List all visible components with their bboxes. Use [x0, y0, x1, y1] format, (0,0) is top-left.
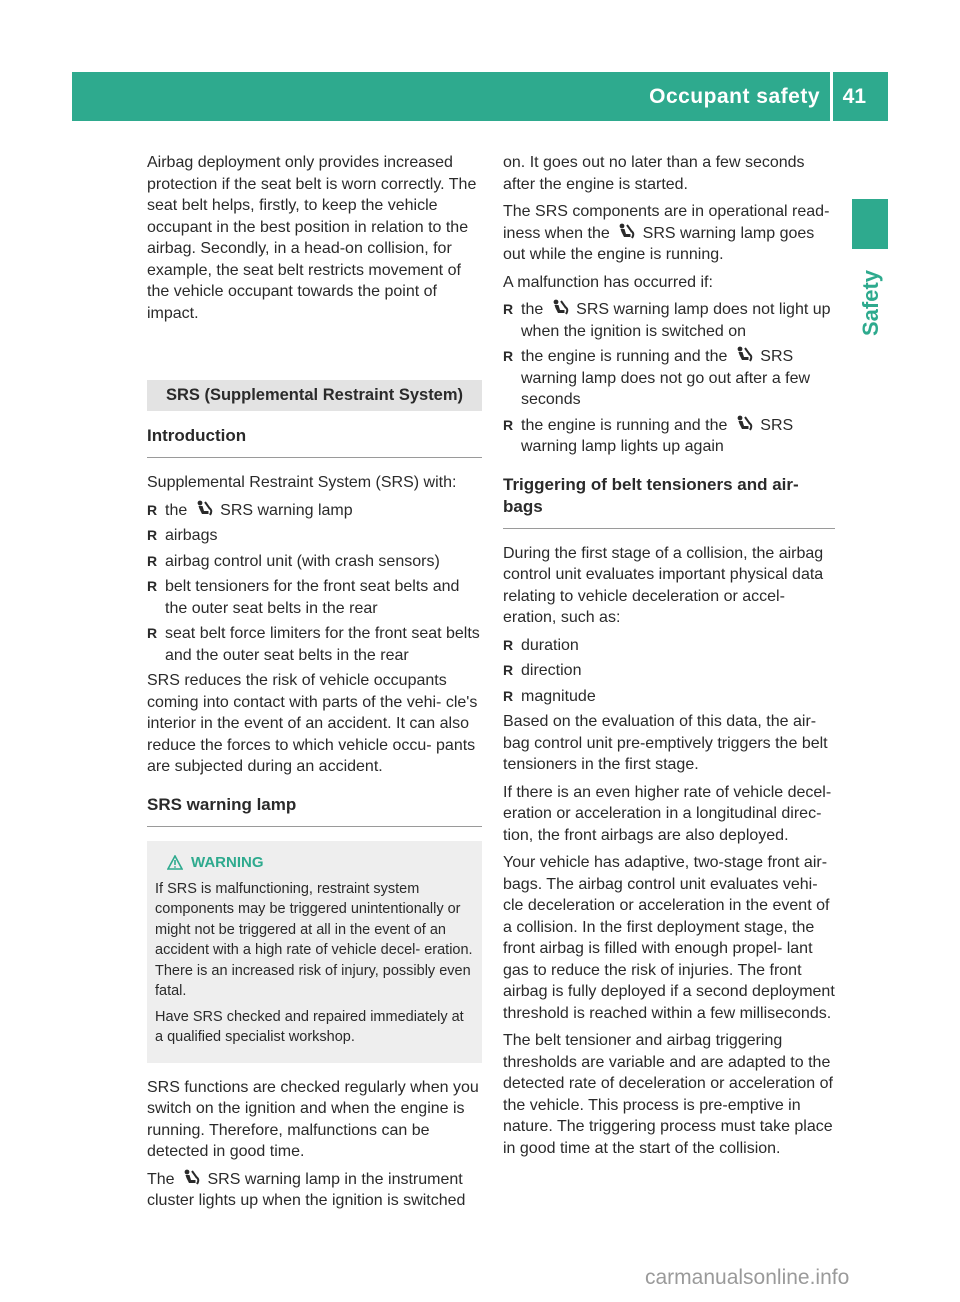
continued-paragraph: on. It goes out no later than a few seconds after the engine is started.	[503, 154, 805, 193]
srs-warning-lamp-icon	[616, 223, 636, 241]
warning-box	[147, 841, 482, 1063]
left-column	[147, 152, 482, 1218]
warning-triangle-icon	[167, 855, 183, 870]
srs-warning-lamp-icon	[550, 299, 570, 317]
introduction-lead: Supplemental Restraint System (SRS) with:	[147, 474, 457, 491]
srs-components-list	[147, 500, 482, 667]
list-item: R airbags	[147, 525, 482, 547]
triggering-paragraph: The belt tensioner and airbag triggering thresholds are variable and are adapted to the detected rate of deceleration or acceleration of the vehicle. This process is pre-emptive in nature. The triggering process must take place in good time at the start of the collision.	[503, 1032, 833, 1157]
triggering-paragraph: During the first stage of a collision, the airbag control unit evaluates important physical data relating to vehicle deceleration or accel- eration, such as:	[503, 544, 824, 626]
introduction-paragraph: SRS reduces the risk of vehicle occupants coming into contact with parts of the vehi- cle's interior in the event of an accident. It can also reduce the forces to which vehicle occu- pants are subjected during an accident.	[147, 672, 478, 775]
srs-check-paragraph: SRS functions are checked regularly when you switch on the ignition and when the engine is running. Therefore, malfunctions can be detected in good time.	[147, 1078, 479, 1160]
list-item: R the engine is running and the SRS warning lamp does not go out after a few seconds	[503, 346, 835, 411]
list-item: R belt tensioners for the front seat belts and the outer seat belts in the rear	[147, 576, 482, 619]
side-tab	[851, 258, 891, 348]
malfunction-list	[503, 299, 835, 458]
triggering-paragraph: Based on the evaluation of this data, the air- bag control unit pre-emptively triggers the belt tensioners in the first stage.	[503, 713, 828, 773]
list-item: R seat belt force limiters for the front seat belts and the outer seat belts in the rear	[147, 623, 482, 666]
srs-warning-lamp-icon	[734, 346, 754, 364]
malfunction-lead: A malfunction has occurred if:	[503, 273, 713, 291]
header-divider	[830, 72, 833, 121]
operational-paragraph: The SRS components are in operational read- iness when the SRS warning lamp goes out while the engine is running.	[503, 203, 830, 263]
srs-lamp-paragraph: The SRS warning lamp in the instrument cluster lights up when the ignition is switched	[147, 1170, 466, 1209]
list-item: R duration	[503, 635, 835, 657]
section-title: SRS (Supplemental Restraint System)	[147, 380, 482, 411]
page-header	[72, 72, 888, 121]
intro-paragraph: Airbag deployment only provides increased protection if the seat belt is worn correctly. The seat belt helps, firstly, to keep the vehicle occupant in the best position in relation to the airbag. Secondly, in a head-on collision, for example, the seat belt restricts movement of the vehicle occupant towards the point of impact.	[147, 154, 477, 322]
introduction-heading: Introduction	[147, 425, 482, 458]
triggering-paragraph: Your vehicle has adaptive, two-stage front air- bags. The airbag control unit evaluates vehi- cle deceleration or acceleration in the event of a collision. In the first deployment stage, the front airbag is filled with enough propel- lant gas to reduce the risk of injuries. The front airbag is fully deployed if a second deployment threshold is reached within a few milliseconds.	[503, 854, 835, 1022]
warning-paragraph: If SRS is malfunctioning, restraint system components may be triggered unintentionally or might not be triggered at all in the event of an accident with a high rate of vehicle decel- eration. There is an increased risk of injury, possibly even fatal.	[155, 880, 473, 999]
list-item: R the SRS warning lamp does not light up when the ignition is switched on	[503, 299, 835, 342]
watermark: carmanualsonline.info	[645, 1266, 850, 1289]
right-column	[503, 152, 835, 1165]
srs-warning-lamp-icon	[734, 415, 754, 433]
list-item: R the SRS warning lamp	[147, 500, 482, 522]
triggering-heading: Triggering of belt tensioners and air- bags	[503, 474, 835, 529]
side-tab-marker	[852, 199, 888, 249]
srs-warning-lamp-heading: SRS warning lamp	[147, 794, 482, 827]
srs-warning-lamp-icon	[194, 500, 214, 518]
srs-warning-lamp-icon	[181, 1169, 201, 1187]
warning-header	[155, 853, 474, 873]
list-item: R the engine is running and the SRS warning lamp lights up again	[503, 415, 835, 458]
triggering-list	[503, 635, 835, 708]
list-item: R magnitude	[503, 686, 835, 708]
list-item: R direction	[503, 660, 835, 682]
page-number: 41	[842, 85, 866, 108]
triggering-paragraph: If there is an even higher rate of vehicle decel- eration or acceleration in a longitudinal direc- tion, the front airbags are also deployed.	[503, 783, 832, 844]
side-tab-label: Safety	[858, 269, 883, 337]
warning-label: WARNING	[191, 853, 264, 871]
chapter-title: Occupant safety	[649, 85, 820, 108]
warning-paragraph: Have SRS checked and repaired immediately at a qualified specialist workshop.	[155, 1008, 464, 1045]
list-item: R airbag control unit (with crash sensors)	[147, 551, 482, 573]
